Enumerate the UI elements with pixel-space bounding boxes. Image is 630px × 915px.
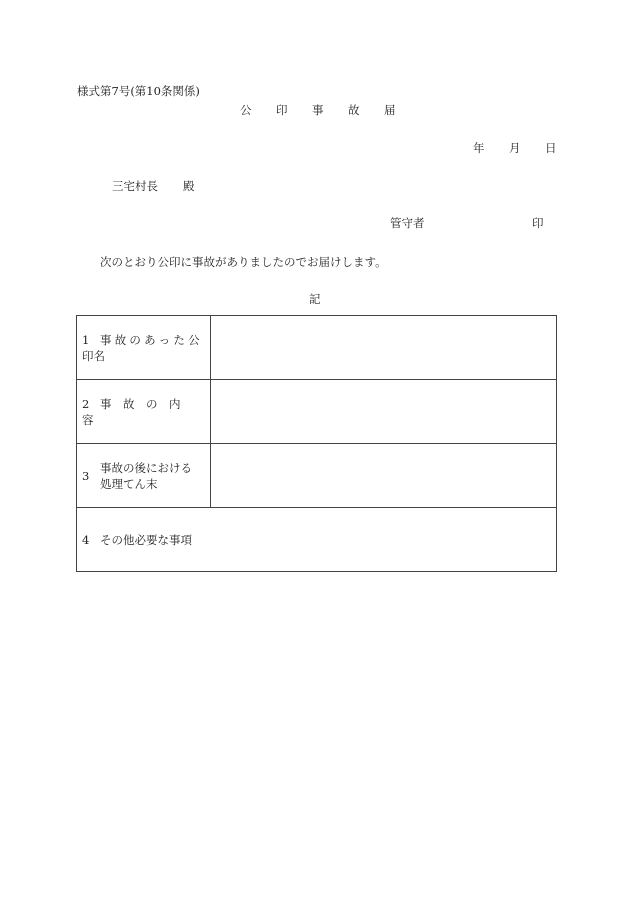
row3-number: 3 <box>82 468 90 483</box>
title-char: 印 <box>276 103 289 117</box>
title-char: 公 <box>240 103 253 117</box>
row1-label-line1: 事故のあった公 <box>100 332 203 347</box>
addressee-honorific: 殿 <box>183 179 195 193</box>
title-char: 事 <box>312 103 325 117</box>
row1-label-line2: 印名 <box>82 348 105 363</box>
month-label: 月 <box>509 141 521 155</box>
row2-label-cell <box>77 380 211 444</box>
row2-number: 2 <box>82 396 90 411</box>
row2-value-cell[interactable] <box>211 380 557 444</box>
title-char: 届 <box>384 103 397 117</box>
row3-label-line1: 事故の後における <box>100 460 192 475</box>
addressee <box>112 181 195 193</box>
table-row <box>77 508 557 572</box>
row3-value-cell[interactable] <box>211 444 557 508</box>
row3-label-cell <box>77 444 211 508</box>
row2-label-line1: 事 故 の 内 <box>100 396 181 411</box>
document-title <box>240 105 397 117</box>
seal-label: 印 <box>532 216 544 230</box>
row1-value-cell[interactable] <box>211 316 557 380</box>
form-number: 様式第7号(第10条関係) <box>77 84 200 98</box>
table-row <box>77 380 557 444</box>
title-char: 故 <box>348 103 361 117</box>
record-table <box>76 315 557 572</box>
row1-label-cell <box>77 316 211 380</box>
year-label: 年 <box>473 141 485 155</box>
row4-cell[interactable] <box>77 508 557 572</box>
ki-heading: 記 <box>309 292 321 306</box>
day-label: 日 <box>545 141 557 155</box>
table-row <box>77 316 557 380</box>
date-line <box>473 143 557 155</box>
row4-label: その他必要な事項 <box>100 532 192 547</box>
row4-number: 4 <box>82 532 90 547</box>
row3-label-line2: 処理てん末 <box>100 476 158 491</box>
row1-number: 1 <box>82 332 93 347</box>
row2-label-line2: 容 <box>82 412 94 427</box>
body-text: 次のとおり公印に事故がありましたのでお届けします。 <box>100 255 387 269</box>
manager-label: 管守者 <box>390 216 425 230</box>
addressee-name: 三宅村長 <box>112 179 158 193</box>
table-row <box>77 444 557 508</box>
